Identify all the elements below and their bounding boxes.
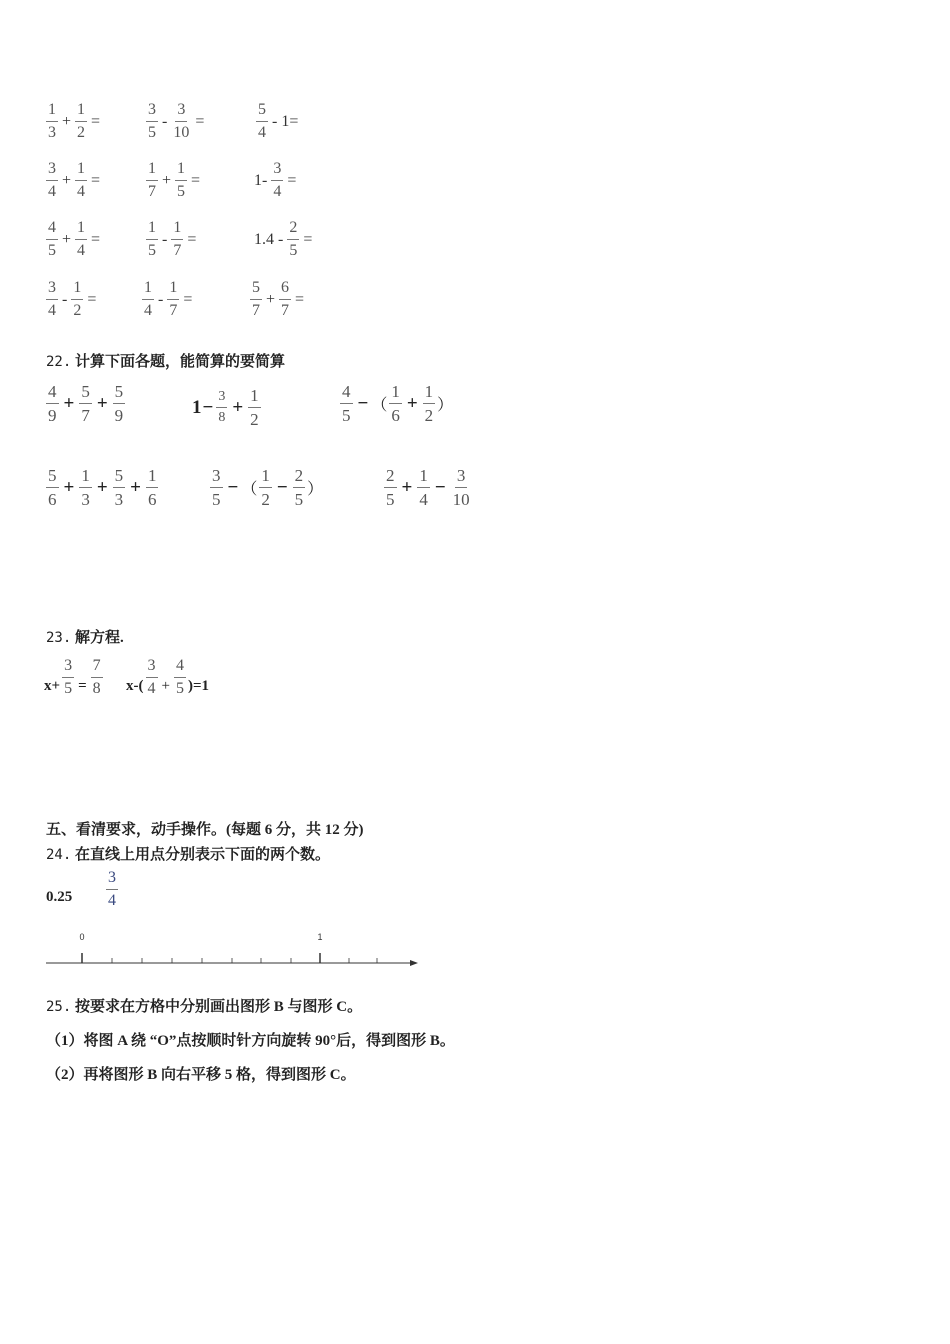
oral-row-3c: 1.4 - $\frac{2}{5}$ = xyxy=(254,219,313,259)
q23-equation-1: x+ $\frac{3}{5}$ = $\frac{7}{8}$ xyxy=(44,657,101,697)
q22-expr-5: $\frac{3}{5}$ − （ $\frac{1}{2}$ − $\frac{2}{5}$ ） xyxy=(212,466,324,509)
q24-value-decimal: 0.25 xyxy=(46,889,73,905)
q25-step-2: （2）再将图形 B 向右平移 5 格，得到图形 C。 xyxy=(46,1067,356,1083)
q22-expr-3: $\frac{4}{5}$ − （ $\frac{1}{6}$ + $\frac{1}{2}$ ） xyxy=(342,382,454,425)
oral-row-3b: $\frac{1}{5}$ - $\frac{1}{7}$ = xyxy=(148,219,197,259)
oral-row-2a: $\frac{3}{4}$ + $\frac{1}{4}$ = xyxy=(48,160,101,200)
number-line-label-1: 1 xyxy=(317,932,323,942)
q22-heading: 22. 计算下面各题，能简算的要简算 xyxy=(46,354,286,370)
q22-expr-2: 1 − $\frac{3}{8}$ + $\frac{1}{2}$ xyxy=(192,386,259,429)
q22-expr-4: $\frac{5}{6}$ + $\frac{1}{3}$ + $\frac{5}{3}$ + $\frac{1}{6}$ xyxy=(48,466,157,509)
q23-equation-2: x-( $\frac{3}{4}$ + $\frac{4}{5}$ )=1 xyxy=(126,657,210,697)
number-line-arrow-icon xyxy=(410,960,418,966)
oral-row-2b: $\frac{1}{7}$ + $\frac{1}{5}$ = xyxy=(148,160,201,200)
oral-row-1a: $\frac{1}{3}$ + $\frac{1}{2}$ = xyxy=(48,101,101,141)
number-line-label-0: 0 xyxy=(79,932,85,942)
oral-row-4c: $\frac{5}{7}$ + $\frac{6}{7}$ = xyxy=(252,279,305,319)
q25-heading: 25. 按要求在方格中分别画出图形 B 与图形 C。 xyxy=(46,999,363,1015)
oral-row-4b: $\frac{1}{4}$ - $\frac{1}{7}$ = xyxy=(144,279,193,319)
oral-row-1b: $\frac{3}{5}$ - $\frac{3}{10}$ = xyxy=(148,101,205,141)
q24-heading: 24. 在直线上用点分别表示下面的两个数。 xyxy=(46,847,331,863)
q22-expr-6: $\frac{2}{5}$ + $\frac{1}{4}$ − $\frac{3}{10}$ xyxy=(386,466,470,509)
q23-heading: 23. 解方程. xyxy=(46,630,124,646)
oral-row-1c: $\frac{5}{4}$ - 1= xyxy=(258,101,299,141)
oral-row-2c: 1- $\frac{3}{4}$ = xyxy=(254,160,297,200)
q24-value-fraction: $\frac{3}{4}$ xyxy=(108,869,116,909)
section5-heading: 五、看清要求，动手操作。(每题 6 分，共 12 分) xyxy=(46,822,364,838)
q22-expr-1: $\frac{4}{9}$ + $\frac{5}{7}$ + $\frac{5}{9}$ xyxy=(48,382,124,425)
oral-row-3a: $\frac{4}{5}$ + $\frac{1}{4}$ = xyxy=(48,219,101,259)
q25-step-1: （1）将图 A 绕 “O”点按顺时针方向旋转 90°后，得到图形 B。 xyxy=(46,1033,455,1049)
number-line xyxy=(40,926,430,970)
oral-row-4a: $\frac{3}{4}$ - $\frac{1}{2}$ = xyxy=(48,279,97,319)
